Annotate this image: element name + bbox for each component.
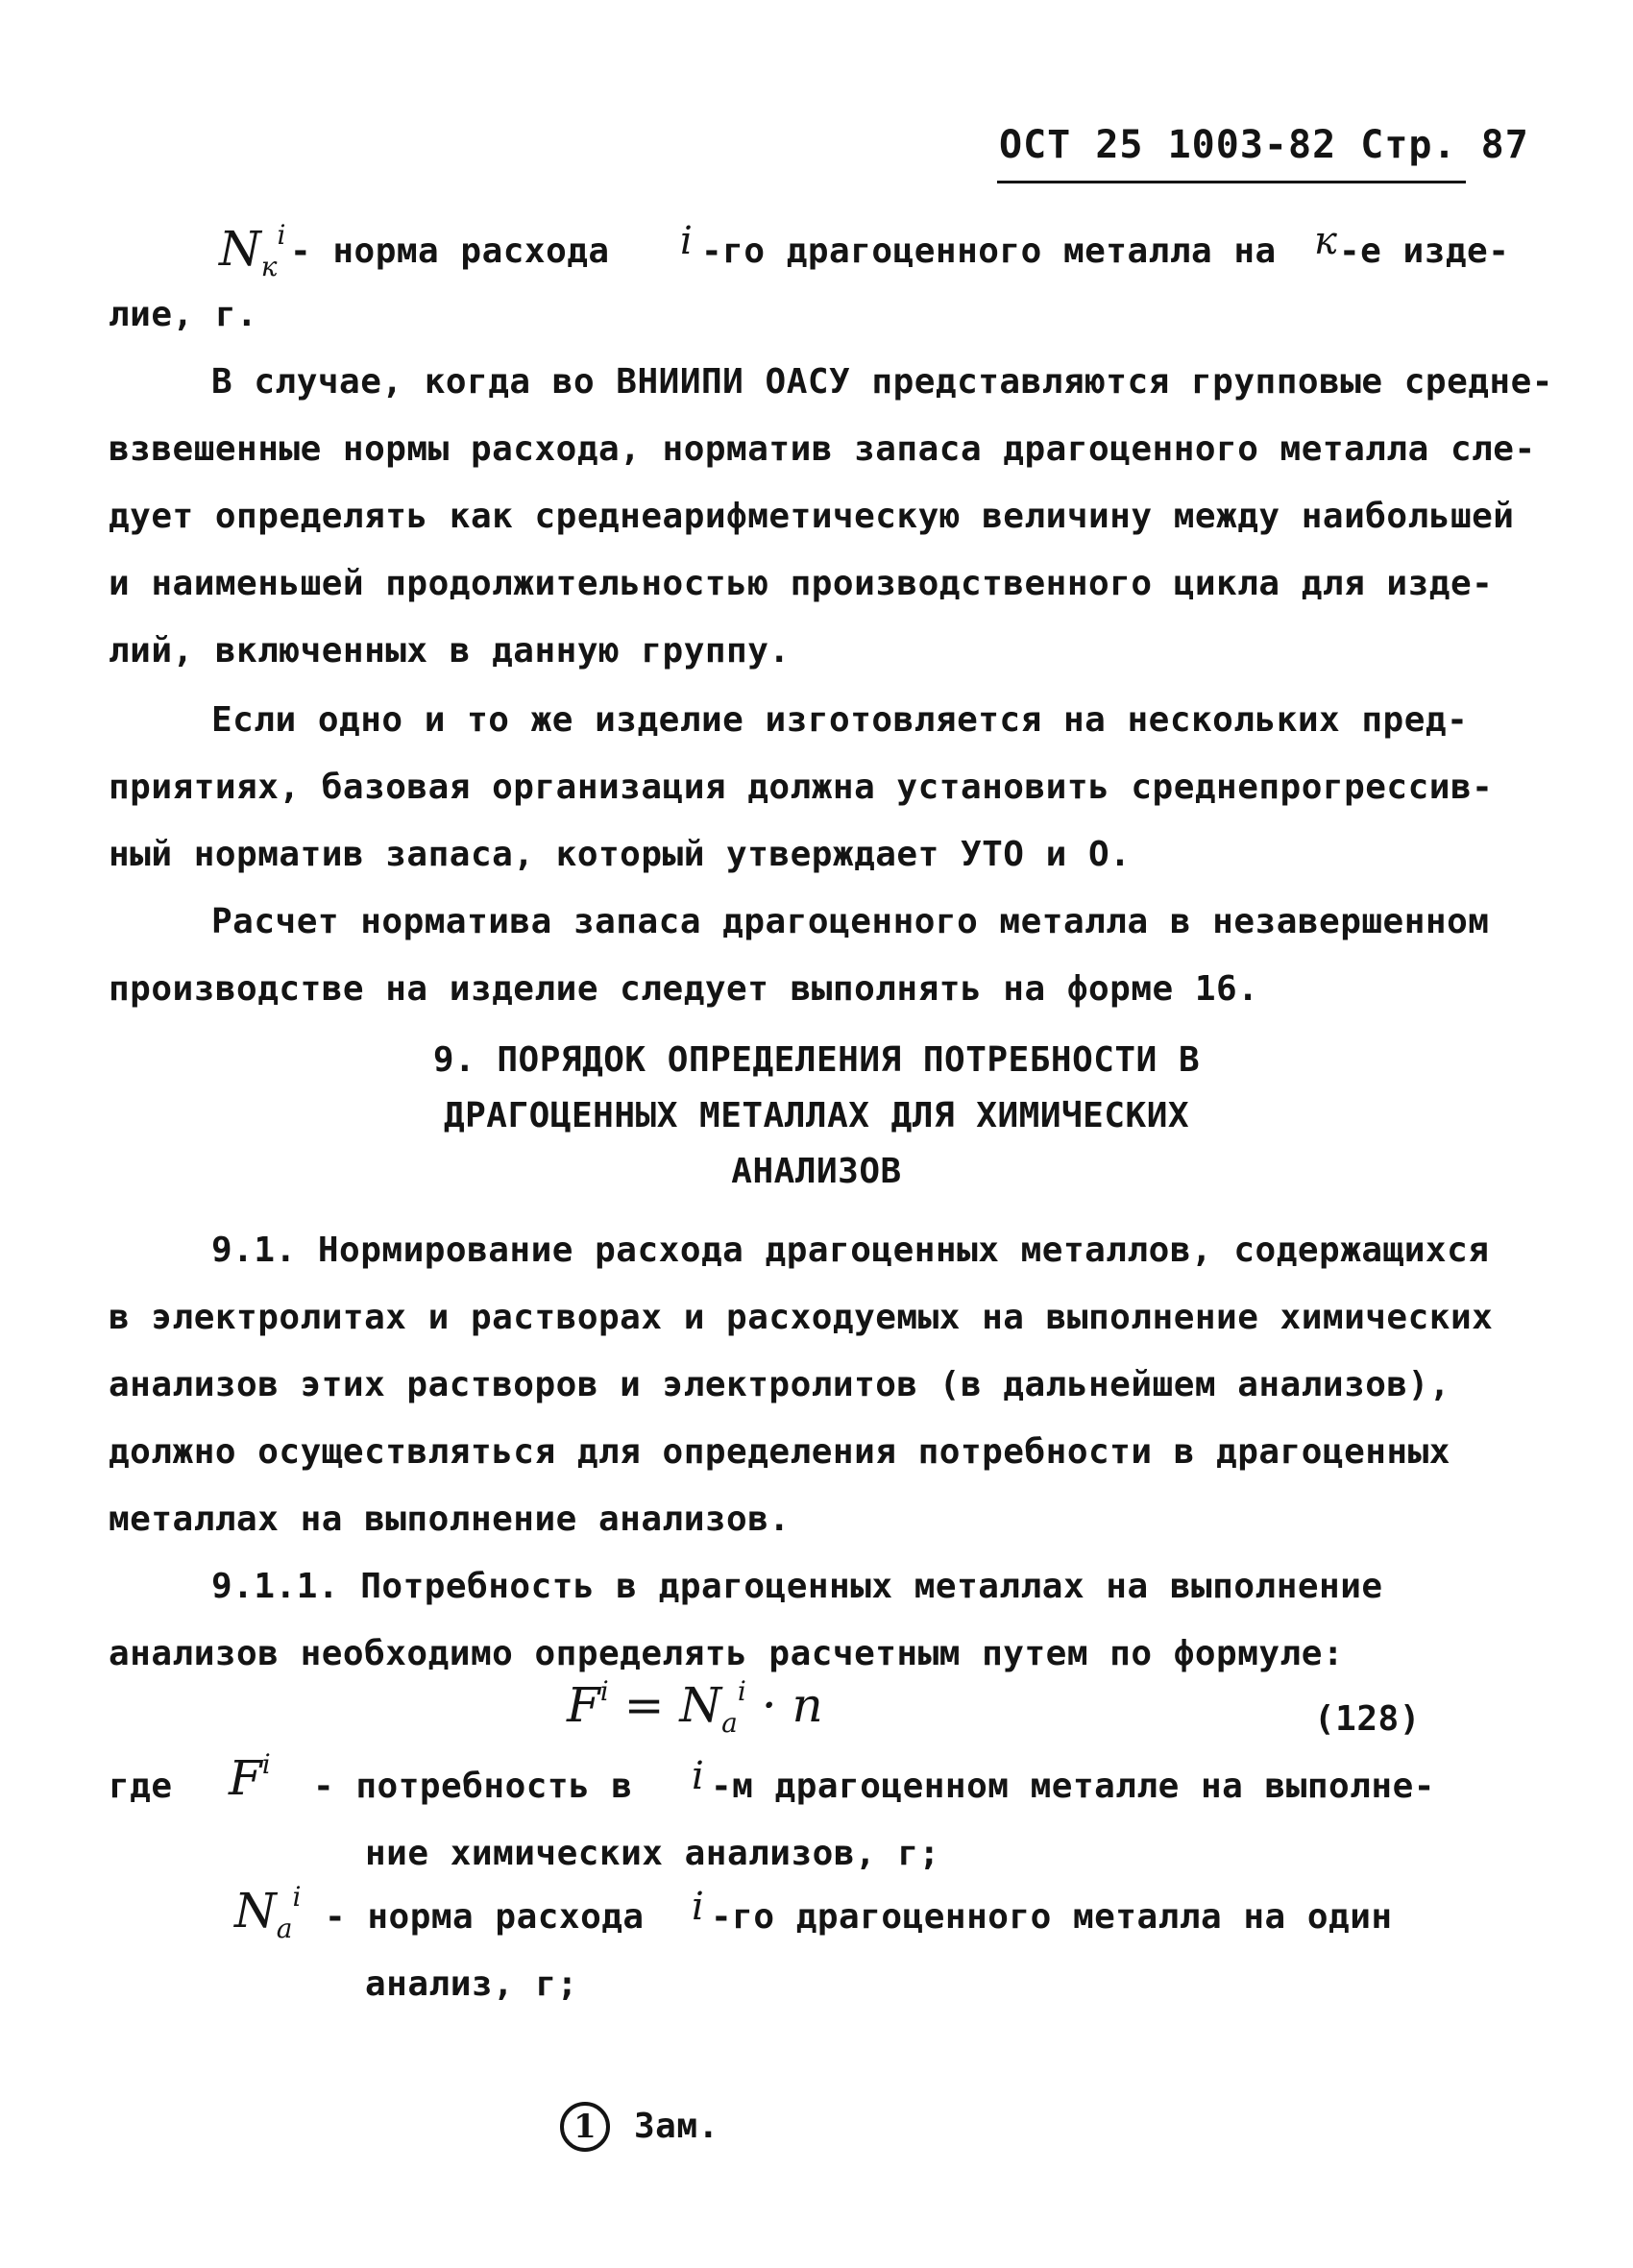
paragraph-line: анализов необходимо определять расчетным путем по формуле: — [109, 1634, 1345, 1673]
paragraph-line: приятиях, базовая организация должна установить среднепрогрессив- — [109, 768, 1494, 807]
paragraph-line: 9.1. Нормирование расхода драгоценных металлов, содержащихся — [211, 1231, 1490, 1270]
paragraph-line: анализов этих растворов и электролитов (в дальнейшем анализов), — [109, 1365, 1450, 1404]
header-underline — [997, 181, 1466, 183]
paragraph-line: лий, включенных в данную группу. — [109, 631, 791, 671]
standard-code: ОСТ 25 1003-82 — [999, 123, 1337, 167]
def-nk-4: лие, г. — [109, 295, 258, 334]
formula-number: (128) — [1314, 1699, 1421, 1739]
paragraph-line: и наименьшей продолжительностью производственного цикла для изде- — [109, 564, 1494, 603]
paragraph-line: должно осуществляться для определения потребности в драгоценных — [109, 1432, 1450, 1472]
section-title-line: 9. ПОРЯДОК ОПРЕДЕЛЕНИЯ ПОТРЕБНОСТИ В — [432, 1040, 1201, 1080]
paragraph-line: металлах на выполнение анализов. — [109, 1500, 791, 1539]
symbol-na: $N_а^i$ — [234, 1881, 302, 1944]
def-nk-2: -го драгоценного металла на — [701, 232, 1277, 271]
symbol-f: $F^i$ — [229, 1748, 271, 1806]
document-header — [999, 123, 1529, 167]
paragraph-line: Если одно и то же изделие изготовляется на нескольких пред- — [211, 700, 1469, 740]
section-title-line: АНАЛИЗОВ — [731, 1152, 902, 1191]
def-na-1: - норма расхода — [325, 1897, 645, 1937]
page-number: Стр. 87 — [1360, 123, 1529, 167]
paragraph-line: 9.1.1. Потребность в драгоценных металлах на выполнение — [211, 1567, 1383, 1606]
paragraph-line: в электролитах и растворах и расходуемых на выполнение химических — [109, 1298, 1494, 1337]
def-f-3: ние химических анализов, г; — [365, 1834, 940, 1873]
symbol-i: i — [692, 1754, 704, 1798]
paragraph-line: Расчет норматива запаса драгоценного металла в незавершенном — [211, 902, 1490, 941]
paragraph-line: дует определять как среднеарифметическую величину между наибольшей — [109, 497, 1515, 536]
symbol-k: к — [1314, 219, 1337, 263]
def-nk-1: - норма расхода — [290, 232, 610, 271]
paragraph-line: взвешенные нормы расхода, норматив запаса драгоценного металла сле- — [109, 429, 1536, 469]
symbol-i: i — [692, 1885, 704, 1929]
revision-note: Зам. — [634, 2107, 719, 2146]
section-title-line: ДРАГОЦЕННЫХ МЕТАЛЛАХ ДЛЯ ХИМИЧЕСКИХ — [443, 1096, 1190, 1135]
where-label: где — [109, 1767, 173, 1806]
revision-circle: 1 — [560, 2102, 610, 2152]
def-nk-3: -е изде- — [1339, 232, 1510, 271]
def-f-2: -м драгоценном металле на выполне- — [711, 1767, 1435, 1806]
formula: $F^i = N_a^i \cdot n$ — [567, 1675, 823, 1739]
symbol-i: i — [680, 219, 693, 263]
def-na-3: анализ, г; — [365, 1964, 578, 2004]
paragraph-line: В случае, когда во ВНИИПИ ОАСУ представляются групповые средне- — [211, 362, 1553, 402]
symbol-nk: $N_к^i$ — [219, 219, 286, 282]
paragraph-line: производстве на изделие следует выполнять на форме 16. — [109, 969, 1259, 1009]
paragraph-line: ный норматив запаса, который утверждает УТО и О. — [109, 835, 1132, 874]
def-f-1: - потребность в — [313, 1767, 633, 1806]
def-na-2: -го драгоценного металла на один — [711, 1897, 1393, 1937]
